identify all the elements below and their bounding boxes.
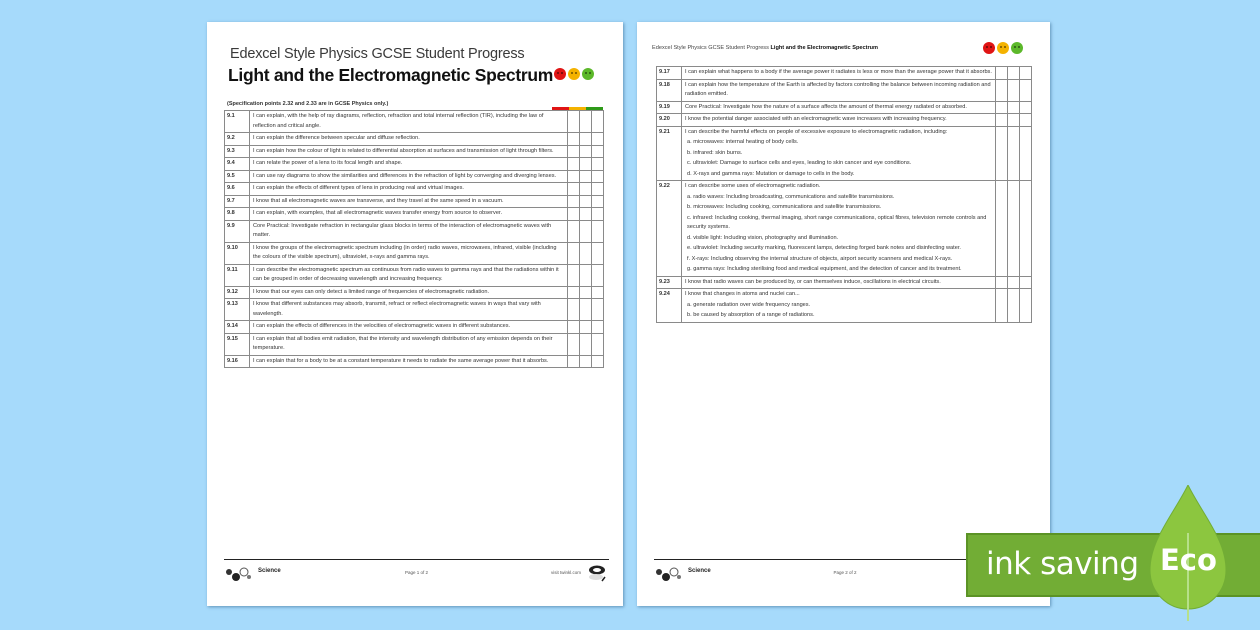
spec-number: 9.13 bbox=[225, 299, 250, 321]
statement-cell bbox=[250, 170, 568, 183]
neutral-face-icon bbox=[997, 42, 1009, 54]
rating-checkbox-green[interactable] bbox=[592, 264, 604, 286]
document-subtitle: Edexcel Style Physics GCSE Student Progress bbox=[230, 46, 525, 62]
rating-checkbox-green[interactable] bbox=[1020, 114, 1032, 127]
rating-checkbox-green[interactable] bbox=[592, 299, 604, 321]
rating-checkbox-red[interactable] bbox=[996, 276, 1008, 289]
table-row bbox=[657, 289, 1032, 323]
rating-checkbox-amber[interactable] bbox=[1008, 101, 1020, 114]
rating-checkbox-amber[interactable] bbox=[580, 133, 592, 146]
statement-cell bbox=[250, 333, 568, 355]
spec-number: 9.11 bbox=[225, 264, 250, 286]
spec-number: 9.24 bbox=[657, 289, 682, 323]
rating-checkbox-amber[interactable] bbox=[580, 321, 592, 334]
rating-checkbox-amber[interactable] bbox=[580, 286, 592, 299]
progress-table-1 bbox=[224, 110, 604, 368]
statement-cell bbox=[250, 242, 568, 264]
spec-number: 9.20 bbox=[657, 114, 682, 127]
rating-checkbox-amber[interactable] bbox=[1008, 67, 1020, 80]
rating-checkbox-amber[interactable] bbox=[580, 170, 592, 183]
rating-checkbox-red[interactable] bbox=[996, 181, 1008, 277]
rating-faces bbox=[983, 42, 1023, 54]
statement-cell bbox=[682, 276, 996, 289]
rating-checkbox-amber[interactable] bbox=[1008, 181, 1020, 277]
rating-checkbox-amber[interactable] bbox=[580, 220, 592, 242]
rating-checkbox-red[interactable] bbox=[568, 208, 580, 221]
rating-checkbox-red[interactable] bbox=[996, 101, 1008, 114]
subject-label: Science bbox=[688, 568, 711, 574]
table-row bbox=[225, 333, 604, 355]
statement-cell bbox=[250, 286, 568, 299]
table-row bbox=[225, 220, 604, 242]
rating-checkbox-red[interactable] bbox=[568, 355, 580, 368]
rating-checkbox-green[interactable] bbox=[1020, 79, 1032, 101]
statement-cell bbox=[250, 220, 568, 242]
sub-item: f. X-rays: Including observing the internal structure of objects, airport security scanners and medical X-rays. bbox=[687, 255, 953, 262]
document-title: Light and the Electromagnetic Spectrum bbox=[228, 65, 554, 85]
rating-checkbox-red[interactable] bbox=[568, 220, 580, 242]
statement-cell bbox=[682, 181, 996, 277]
spec-number: 9.8 bbox=[225, 208, 250, 221]
sub-item: a. generate radiation over wide frequency ranges. bbox=[687, 301, 811, 308]
statement-cell bbox=[250, 111, 568, 133]
rating-checkbox-amber[interactable] bbox=[1008, 276, 1020, 289]
rating-checkbox-red[interactable] bbox=[568, 111, 580, 133]
running-header bbox=[652, 45, 878, 51]
rating-checkbox-red[interactable] bbox=[568, 264, 580, 286]
rating-checkbox-red[interactable] bbox=[996, 114, 1008, 127]
sad-face-icon bbox=[554, 68, 566, 80]
table-row bbox=[225, 133, 604, 146]
eco-label: Eco bbox=[1160, 543, 1217, 577]
spec-number: 9.16 bbox=[225, 355, 250, 368]
statement-text: I can use ray diagrams to show the similarities and differences in the refraction of light by converging and diverging lenses. bbox=[253, 172, 557, 179]
rating-checkbox-amber[interactable] bbox=[1008, 126, 1020, 181]
table-row bbox=[225, 286, 604, 299]
statement-cell bbox=[682, 67, 996, 80]
spec-number: 9.23 bbox=[657, 276, 682, 289]
rating-checkbox-green[interactable] bbox=[1020, 101, 1032, 114]
sub-item: a. radio waves: Including broadcasting, communications and satellite transmissions. bbox=[687, 193, 895, 200]
spec-number: 9.3 bbox=[225, 145, 250, 158]
rating-checkbox-red[interactable] bbox=[568, 333, 580, 355]
rating-checkbox-green[interactable] bbox=[592, 158, 604, 171]
rating-checkbox-amber[interactable] bbox=[580, 264, 592, 286]
sub-item: c. infrared: Including cooking, thermal imaging, short range communications, optical fibres, television remote controls and security systems. bbox=[687, 214, 987, 230]
statement-text: I can explain, with examples, that all electromagnetic waves transfer energy from source to observer. bbox=[253, 210, 503, 216]
statement-text: I can explain how the temperature of the Earth is affected by factors controlling the balance between incoming radiation and radiation emitted. bbox=[685, 81, 991, 97]
sub-item: a. microwaves: internal heating of body cells. bbox=[687, 139, 799, 145]
rating-checkbox-red[interactable] bbox=[568, 286, 580, 299]
statement-text: I know that changes in atoms and nuclei can... bbox=[685, 291, 800, 297]
rating-checkbox-amber[interactable] bbox=[580, 299, 592, 321]
statement-text: I know that our eyes can only detect a limited range of frequencies of electromagnetic radiation. bbox=[253, 288, 490, 295]
rating-checkbox-amber[interactable] bbox=[580, 195, 592, 208]
rating-checkbox-amber[interactable] bbox=[580, 158, 592, 171]
rating-faces bbox=[554, 68, 594, 80]
table-row bbox=[657, 79, 1032, 101]
table-row bbox=[225, 355, 604, 368]
happy-face-icon bbox=[1011, 42, 1023, 54]
rating-checkbox-green[interactable] bbox=[1020, 126, 1032, 181]
rating-checkbox-green[interactable] bbox=[1020, 181, 1032, 277]
statement-text: I can relate the power of a lens to its focal length and shape. bbox=[253, 160, 403, 166]
statement-text: I know the groups of the electromagnetic spectrum including (in order) radio waves, microwaves, infrared, visible (including the colours of the visible spectrum), ultraviolet, x-rays and gamma rays. bbox=[253, 244, 557, 260]
spec-number: 9.19 bbox=[657, 101, 682, 114]
rating-checkbox-red[interactable] bbox=[568, 183, 580, 196]
table-row bbox=[225, 242, 604, 264]
rating-checkbox-red[interactable] bbox=[568, 145, 580, 158]
rating-checkbox-green[interactable] bbox=[592, 321, 604, 334]
rating-checkbox-amber[interactable] bbox=[580, 333, 592, 355]
rating-checkbox-green[interactable] bbox=[592, 195, 604, 208]
rating-checkbox-green[interactable] bbox=[592, 355, 604, 368]
spec-number: 9.10 bbox=[225, 242, 250, 264]
spec-number: 9.12 bbox=[225, 286, 250, 299]
statement-text: I can describe some uses of electromagnetic radiation. bbox=[685, 183, 821, 189]
statement-cell bbox=[682, 126, 996, 181]
sub-item: b. infrared: skin burns. bbox=[687, 149, 743, 156]
spec-number: 9.15 bbox=[225, 333, 250, 355]
sub-item: b. microwaves: Including cooking, communications and satellite transmissions. bbox=[687, 204, 882, 210]
twinkl-logo-icon bbox=[587, 564, 607, 582]
statement-text: I can describe the electromagnetic spectrum as continuous from radio waves to gamma rays and that the radiations within it can be grouped in order of decreasing wavelength and increasing frequency. bbox=[253, 266, 559, 282]
spec-number: 9.5 bbox=[225, 170, 250, 183]
statement-cell bbox=[250, 355, 568, 368]
rating-checkbox-red[interactable] bbox=[568, 195, 580, 208]
table-row bbox=[657, 114, 1032, 127]
statement-text: I can explain what happens to a body if the average power it radiates is less or more than the average power that it absorbs. bbox=[685, 69, 992, 75]
rating-checkbox-amber[interactable] bbox=[1008, 79, 1020, 101]
site-link: visit twinkl.com bbox=[550, 570, 581, 575]
rating-checkbox-green[interactable] bbox=[592, 220, 604, 242]
rating-checkbox-amber[interactable] bbox=[1008, 114, 1020, 127]
statement-cell bbox=[682, 101, 996, 114]
table-row bbox=[225, 145, 604, 158]
sub-item: e. ultraviolet: Including security marking, fluorescent lamps, detecting forged bank notes and disinfecting water. bbox=[687, 245, 961, 251]
rating-checkbox-green[interactable] bbox=[1020, 67, 1032, 80]
statement-cell bbox=[682, 289, 996, 323]
statement-cell bbox=[250, 183, 568, 196]
rating-checkbox-amber[interactable] bbox=[580, 242, 592, 264]
spec-number: 9.6 bbox=[225, 183, 250, 196]
rating-checkbox-red[interactable] bbox=[996, 79, 1008, 101]
table-row bbox=[225, 158, 604, 171]
statement-cell bbox=[682, 79, 996, 101]
statement-text: I can explain the difference between specular and diffuse reflection. bbox=[253, 135, 420, 141]
subject-label: Science bbox=[258, 568, 281, 574]
sub-item: d. visible light: Including vision, photography and illumination. bbox=[687, 234, 839, 241]
table-row bbox=[225, 208, 604, 221]
rating-checkbox-red[interactable] bbox=[568, 321, 580, 334]
statement-cell bbox=[250, 299, 568, 321]
spec-number: 9.4 bbox=[225, 158, 250, 171]
rating-checkbox-green[interactable] bbox=[592, 242, 604, 264]
table-row bbox=[225, 321, 604, 334]
spec-number: 9.2 bbox=[225, 133, 250, 146]
statement-text: I can describe the harmful effects on people of excessive exposure to electromagnetic radiation, including: bbox=[685, 128, 948, 135]
worksheet-page-1 bbox=[207, 22, 623, 606]
sad-face-icon bbox=[983, 42, 995, 54]
rating-checkbox-red[interactable] bbox=[996, 289, 1008, 323]
statement-text: I can explain the effects of different types of lens in producing real and virtual images. bbox=[253, 185, 464, 191]
page-number: Page 2 of 2 bbox=[833, 570, 857, 575]
statement-text: I can explain how the colour of light is related to differential absorption at surfaces and transmission of light through filters. bbox=[253, 147, 554, 154]
rating-checkbox-red[interactable] bbox=[996, 67, 1008, 80]
statement-text: I know that all electromagnetic waves are transverse, and they travel at the same speed in a vacuum. bbox=[253, 197, 504, 204]
rating-checkbox-green[interactable] bbox=[592, 133, 604, 146]
spec-number: 9.14 bbox=[225, 321, 250, 334]
worksheet-page-2 bbox=[637, 22, 1050, 606]
header-prefix: Edexcel Style Physics GCSE Student Progress bbox=[652, 45, 769, 51]
statement-text: I can explain the effects of differences in the velocities of electromagnetic waves in different substances. bbox=[253, 323, 511, 329]
statement-cell bbox=[250, 158, 568, 171]
rating-checkbox-green[interactable] bbox=[1020, 276, 1032, 289]
sub-item: b. be caused by absorption of a range of radiations. bbox=[687, 312, 815, 318]
statement-text: I know that radio waves can be produced by, or can themselves induce, oscillations in electrical circuits. bbox=[685, 278, 941, 285]
rating-checkbox-red[interactable] bbox=[568, 299, 580, 321]
spec-number: 9.22 bbox=[657, 181, 682, 277]
sub-item: g. gamma rays: Including sterilising food and medical equipment, and the detection of cancer and its treatment. bbox=[687, 266, 962, 272]
page-footer bbox=[224, 559, 609, 586]
statement-text: Core Practical: Investigate refraction in rectangular glass blocks in terms of the interaction of electromagnetic waves with matter. bbox=[253, 222, 552, 238]
table-row bbox=[225, 195, 604, 208]
sub-item: c. ultraviolet: Damage to surface cells and eyes, leading to skin cancer and eye conditions. bbox=[687, 160, 912, 166]
statement-text: Core Practical: Investigate how the nature of a surface affects the amount of thermal energy radiated or absorbed. bbox=[685, 103, 967, 110]
statement-text: I can explain, with the help of ray diagrams, reflection, refraction and total internal reflection (TIR), including the law of reflection and critical angle. bbox=[253, 113, 544, 129]
rating-checkbox-green[interactable] bbox=[592, 145, 604, 158]
spec-number: 9.18 bbox=[657, 79, 682, 101]
rating-checkbox-amber[interactable] bbox=[1008, 289, 1020, 323]
rating-checkbox-green[interactable] bbox=[592, 183, 604, 196]
specification-note: (Specification points 2.32 and 2.33 are in GCSE Physics only.) bbox=[227, 101, 389, 107]
table-row bbox=[657, 181, 1032, 277]
statement-text: I know the potential danger associated with an electromagnetic wave increases with increasing frequency. bbox=[685, 116, 947, 122]
science-logo-icon bbox=[224, 566, 252, 582]
rating-checkbox-green[interactable] bbox=[592, 286, 604, 299]
science-logo-icon bbox=[654, 566, 682, 582]
statement-cell bbox=[250, 321, 568, 334]
rating-checkbox-amber[interactable] bbox=[580, 111, 592, 133]
statement-cell bbox=[250, 264, 568, 286]
rating-checkbox-red[interactable] bbox=[996, 126, 1008, 181]
statement-cell bbox=[250, 195, 568, 208]
spec-number: 9.21 bbox=[657, 126, 682, 181]
spec-number: 9.9 bbox=[225, 220, 250, 242]
header-title: Light and the Electromagnetic Spectrum bbox=[770, 45, 879, 51]
statement-text: I can explain that for a body to be at a constant temperature it needs to radiate the same average power that it absorbs. bbox=[253, 357, 549, 364]
rating-checkbox-green[interactable] bbox=[592, 170, 604, 183]
rating-checkbox-amber[interactable] bbox=[580, 208, 592, 221]
page-number: Page 1 of 2 bbox=[404, 570, 429, 575]
spec-number: 9.1 bbox=[225, 111, 250, 133]
rating-checkbox-green[interactable] bbox=[1020, 289, 1032, 323]
spec-number: 9.7 bbox=[225, 195, 250, 208]
progress-table-2 bbox=[656, 66, 1032, 323]
table-row bbox=[657, 67, 1032, 80]
spec-number: 9.17 bbox=[657, 67, 682, 80]
table-row bbox=[225, 183, 604, 196]
table-row bbox=[657, 276, 1032, 289]
rating-checkbox-amber[interactable] bbox=[580, 145, 592, 158]
statement-text: I can explain that all bodies emit radiation, that the intensity and wavelength distribution of any emission depends on their temperature. bbox=[253, 335, 553, 351]
rating-checkbox-amber[interactable] bbox=[580, 355, 592, 368]
rating-checkbox-green[interactable] bbox=[592, 208, 604, 221]
statement-cell bbox=[250, 133, 568, 146]
neutral-face-icon bbox=[568, 68, 580, 80]
table-row bbox=[225, 264, 604, 286]
table-row bbox=[657, 126, 1032, 181]
statement-text: I know that different substances may absorb, transmit, refract or reflect electromagnetic waves in ways that vary with wavelength. bbox=[253, 301, 541, 317]
rating-checkbox-red[interactable] bbox=[568, 170, 580, 183]
rating-checkbox-green[interactable] bbox=[592, 333, 604, 355]
ink-saving-label: ink saving bbox=[986, 546, 1139, 582]
statement-cell bbox=[250, 145, 568, 158]
rating-checkbox-amber[interactable] bbox=[580, 183, 592, 196]
rating-checkbox-red[interactable] bbox=[568, 242, 580, 264]
table-row bbox=[657, 101, 1032, 114]
rating-checkbox-red[interactable] bbox=[568, 158, 580, 171]
statement-cell bbox=[682, 114, 996, 127]
rating-checkbox-red[interactable] bbox=[568, 133, 580, 146]
rating-checkbox-green[interactable] bbox=[592, 111, 604, 133]
sub-item: d. X-rays and gamma rays: Mutation or damage to cells in the body. bbox=[687, 170, 855, 177]
table-row bbox=[225, 111, 604, 133]
table-row bbox=[225, 170, 604, 183]
happy-face-icon bbox=[582, 68, 594, 80]
statement-cell bbox=[250, 208, 568, 221]
table-row bbox=[225, 299, 604, 321]
